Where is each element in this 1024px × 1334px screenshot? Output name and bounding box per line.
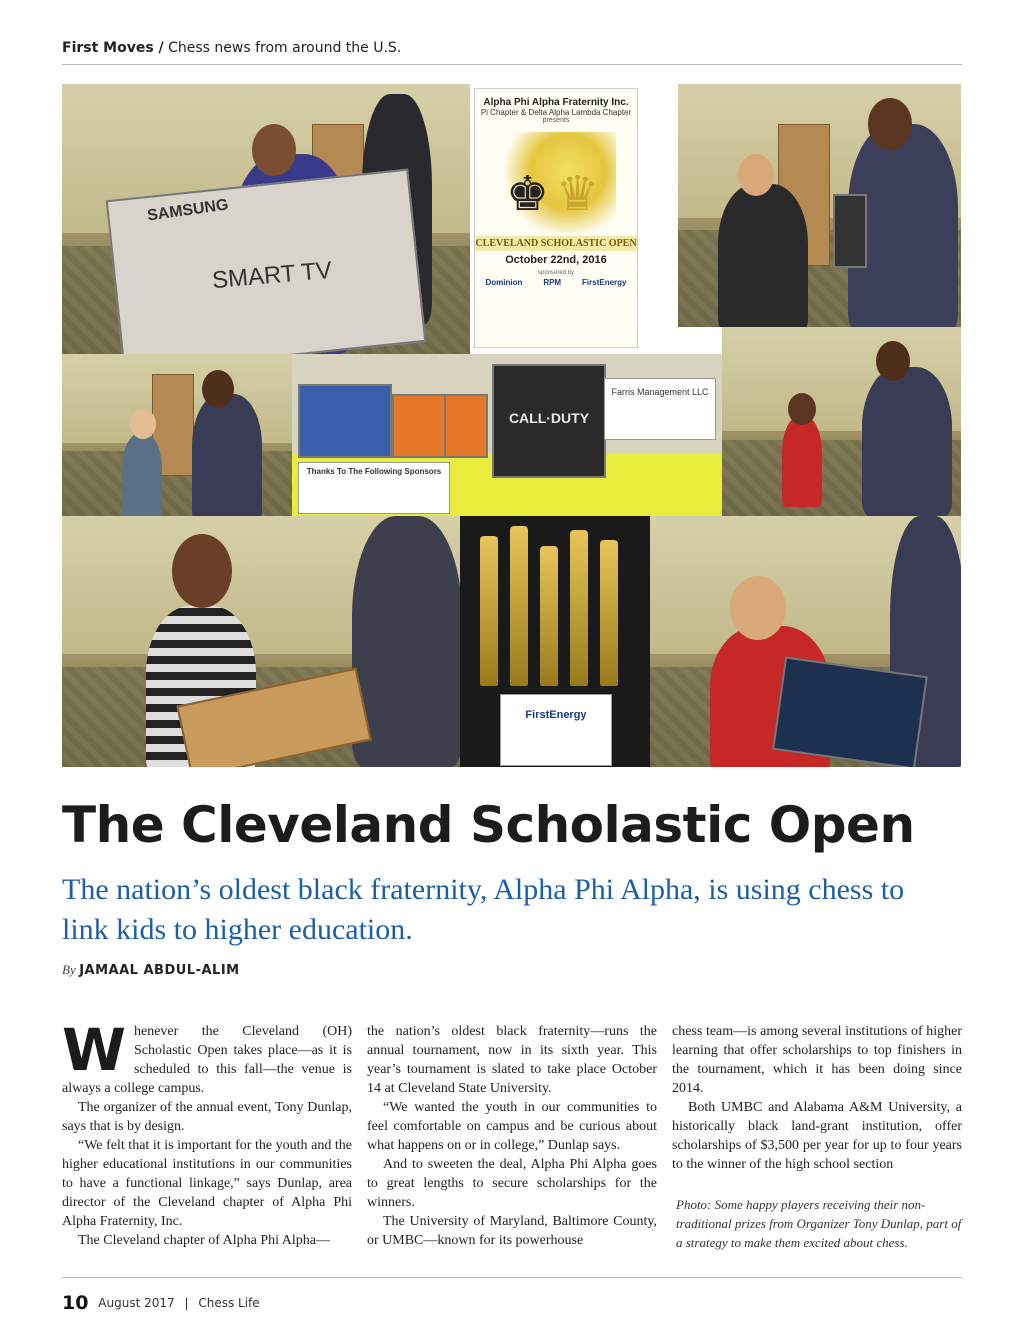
paragraph: the nation’s oldest black fraternity—runs the annual tournament, now in its sixth year. This year’s tournament is slated to take place October 14 at Cleveland State University. bbox=[367, 1024, 657, 1096]
article-column-1 bbox=[62, 1016, 352, 1250]
paragraph: “We felt that it is important for the youth and the higher educational institutions in our communities to have a functional linkage,” says Dunlap, area director of the Cleveland chapter of Alpha Phi Alpha Fraternity, Inc. bbox=[62, 1138, 352, 1229]
paragraph: The University of Maryland, Baltimore County, or UMBC—known for its powerhouse bbox=[367, 1214, 657, 1248]
tournament-poster bbox=[474, 88, 638, 348]
thanks-sponsors-sign: Thanks To The Following Sponsors bbox=[298, 462, 450, 514]
queen-icon: ♛ bbox=[556, 168, 600, 221]
paragraph: And to sweeten the deal, Alpha Phi Alpha goes to great lengths to secure scholarships for the winners. bbox=[367, 1157, 657, 1210]
tournament-poster-tile bbox=[470, 84, 640, 354]
article-column-2 bbox=[367, 1022, 657, 1250]
drop-cap: W bbox=[62, 1016, 126, 1084]
page-number: 10 bbox=[62, 1292, 89, 1314]
paragraph: The organizer of the annual event, Tony Dunlap, says that is by design. bbox=[62, 1100, 352, 1134]
paragraph: chess team—is among several institutions of higher learning that offer scholarships to top finishers in the tournament, which it has been doing since 2014. bbox=[672, 1024, 962, 1096]
game-title: CALL·DUTY bbox=[508, 410, 590, 426]
chess-pieces-graphic bbox=[496, 132, 616, 232]
poster-chapters: Pi Chapter & Delta Alpha Lambda Chapter bbox=[480, 108, 632, 117]
article-subtitle: The nation’s oldest black fraternity, Alpha Phi Alpha, is using chess to link kids to higher education. bbox=[62, 873, 905, 946]
video-game-box bbox=[492, 364, 606, 478]
issue-date: August 2017 bbox=[98, 1296, 175, 1310]
byline bbox=[62, 962, 240, 979]
poster-presents: presents bbox=[542, 117, 570, 124]
photo-boy-with-box bbox=[650, 516, 961, 767]
poster-sponsor: RPM bbox=[543, 278, 562, 287]
paragraph: Whenever the Cleveland (OH) Scholastic Open takes place—as it is scheduled to this fall—the venue is always a college campus. bbox=[62, 1016, 352, 1096]
photo-collage bbox=[62, 84, 961, 767]
footer-rule bbox=[62, 1277, 962, 1278]
poster-sponsors bbox=[475, 278, 637, 287]
poster-date: October 22nd, 2016 bbox=[505, 254, 607, 266]
tv-brand: SAMSUNG bbox=[146, 196, 230, 225]
photo-trophies bbox=[460, 516, 650, 767]
paragraph: The Cleveland chapter of Alpha Phi Alpha— bbox=[78, 1233, 330, 1248]
section-tagline: Chess news from around the U.S. bbox=[168, 40, 402, 56]
poster-sponsored-by: sponsored by bbox=[537, 270, 575, 276]
section-name: First Moves / bbox=[62, 40, 164, 56]
photo-caption: Photo: Some happy players receiving their non-traditional prizes from Organizer Tony Dunlap, part of a strategy to make them excited about chess. bbox=[676, 1197, 962, 1250]
photo-boy-with-tablet bbox=[62, 354, 292, 516]
poster-sponsor: FirstEnergy bbox=[582, 278, 627, 287]
section-header bbox=[62, 40, 962, 56]
article-column-3 bbox=[672, 1022, 962, 1174]
header-rule bbox=[62, 64, 962, 65]
footer-separator: | bbox=[184, 1296, 189, 1310]
prize-box-game bbox=[772, 656, 928, 767]
page-footer bbox=[62, 1292, 260, 1314]
byline-author: JAMAAL ABDUL-ALIM bbox=[79, 963, 240, 978]
poster-org: Alpha Phi Alpha Fraternity Inc. bbox=[483, 97, 629, 108]
tv-box bbox=[106, 169, 427, 354]
tv-model: SMART TV bbox=[211, 256, 333, 295]
photo-girl-with-box bbox=[62, 516, 460, 767]
photo-girl-receiving-prize bbox=[722, 327, 961, 516]
photo-boy-receiving-prize bbox=[678, 84, 961, 327]
byline-by: By bbox=[62, 962, 76, 977]
magazine-name: Chess Life bbox=[198, 1296, 260, 1310]
paragraph: Both UMBC and Alabama A&M University, a historically black land-grant institution, offer scholarships of $3,500 per year for up to four years to the winner of the high school section bbox=[672, 1100, 962, 1172]
sponsors-sign: FirstEnergy bbox=[500, 694, 612, 766]
photo-boy-with-tv bbox=[62, 84, 470, 354]
article-title: The Cleveland Scholastic Open bbox=[62, 796, 915, 854]
poster-sponsor: Dominion bbox=[485, 278, 523, 287]
paragraph: “We wanted the youth in our communities to feel comfortable on campus and be curious about what happens on or in college,” Dunlap says. bbox=[367, 1100, 657, 1153]
sponsor-sign: Farris Management LLC bbox=[604, 378, 716, 440]
photo-prize-table bbox=[292, 354, 722, 516]
king-icon: ♚ bbox=[506, 168, 550, 221]
poster-tournament: CLEVELAND SCHOLASTIC OPEN bbox=[475, 238, 637, 249]
